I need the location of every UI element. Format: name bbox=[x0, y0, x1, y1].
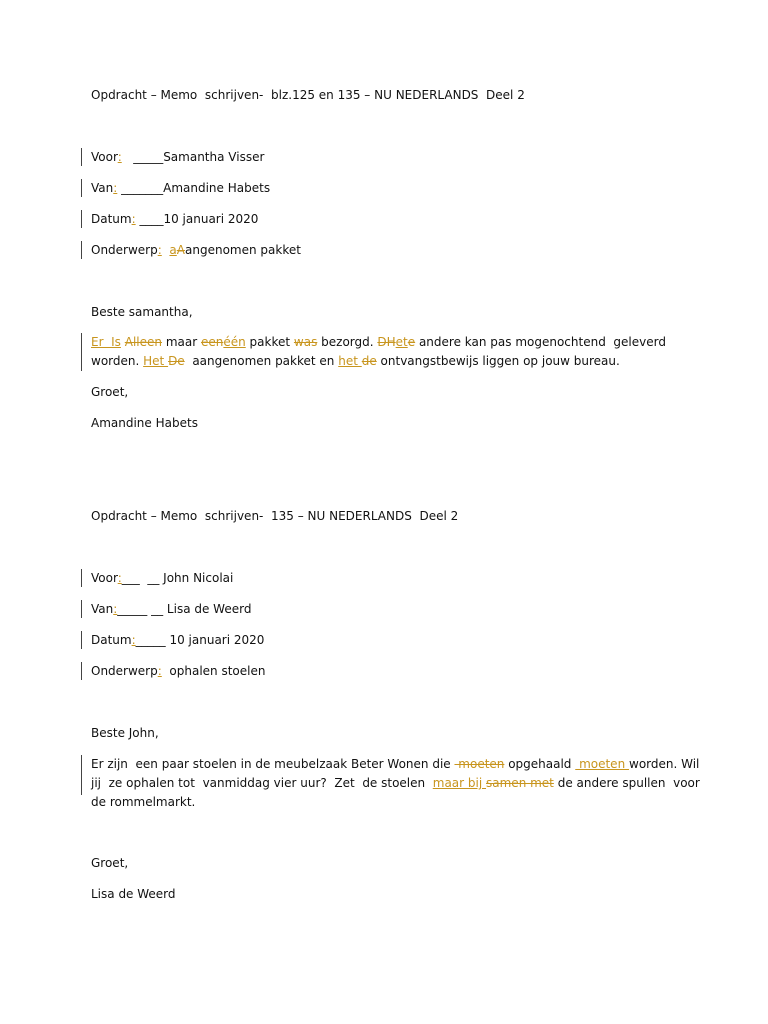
change-bar bbox=[81, 210, 82, 228]
deleted-text: was bbox=[293, 335, 318, 349]
change-bar bbox=[81, 241, 82, 259]
voor-colon: : bbox=[117, 571, 122, 585]
body-text: opgehaald bbox=[504, 757, 576, 771]
onderwerp-value: ophalen stoelen bbox=[161, 664, 266, 678]
voor-label: Voor bbox=[91, 150, 118, 164]
change-bar bbox=[81, 179, 82, 197]
deleted-text: een bbox=[200, 335, 224, 349]
inserted-text: et bbox=[395, 335, 408, 349]
body-text: bezorgd. bbox=[317, 335, 378, 349]
memo2-body bbox=[91, 755, 701, 812]
deleted-text: De bbox=[168, 354, 185, 368]
deleted-text: DH bbox=[377, 335, 396, 349]
change-bar bbox=[81, 569, 82, 587]
body-text: pakket bbox=[245, 335, 294, 349]
change-bar bbox=[81, 662, 82, 680]
deleted-text: Alleen bbox=[124, 335, 163, 349]
datum-value: ____10 januari 2020 bbox=[139, 212, 259, 226]
voor-label: Voor bbox=[91, 571, 118, 585]
memo2-van-line bbox=[91, 602, 251, 616]
body-text: Er zijn een paar stoelen in de meubelzaak Beter Wonen die bbox=[91, 757, 455, 771]
body-text: aangenomen pakket en bbox=[184, 354, 339, 368]
memo1-closing: Groet, bbox=[91, 385, 129, 399]
inserted-text: Het bbox=[143, 354, 169, 368]
memo1-onderwerp-line bbox=[91, 243, 301, 257]
onderwerp-label: Onderwerp bbox=[91, 664, 158, 678]
body-text: maar bbox=[162, 335, 201, 349]
memo2-signature: Lisa de Weerd bbox=[91, 887, 176, 901]
change-bar bbox=[81, 755, 82, 795]
inserted-text: a bbox=[169, 243, 177, 257]
deleted-text: samen met bbox=[486, 776, 554, 790]
memo1-voor-line bbox=[91, 150, 264, 164]
body-text: de andere spullen voor bbox=[553, 776, 700, 790]
memo1-datum-line bbox=[91, 212, 258, 226]
memo2-title: Opdracht – Memo schrijven- 135 – NU NEDERLANDS Deel 2 bbox=[91, 509, 459, 523]
inserted-text: één bbox=[223, 335, 246, 349]
change-bar bbox=[81, 148, 82, 166]
van-value: _______Amandine Habets bbox=[121, 181, 271, 195]
inserted-text: Er Is bbox=[91, 335, 121, 349]
inserted-text: maar bij bbox=[432, 776, 487, 790]
memo2-voor-line bbox=[91, 571, 233, 585]
memo1-title: Opdracht – Memo schrijven- blz.125 en 135 – NU NEDERLANDS Deel 2 bbox=[91, 88, 525, 102]
van-label: Van bbox=[91, 181, 114, 195]
deleted-text: moeten bbox=[454, 757, 505, 771]
body-text: andere kan pas mogenochtend geleverd bbox=[415, 335, 666, 349]
memo2-onderwerp-line bbox=[91, 664, 265, 678]
datum-label: Datum bbox=[91, 212, 132, 226]
memo2-closing: Groet, bbox=[91, 856, 129, 870]
datum-value: _____ 10 januari 2020 bbox=[135, 633, 265, 647]
deleted-text: e bbox=[407, 335, 416, 349]
voor-colon: : bbox=[117, 150, 122, 164]
body-text: de rommelmarkt. bbox=[91, 795, 196, 809]
memo2-salutation: Beste John, bbox=[91, 726, 159, 740]
memo1-salutation: Beste samantha, bbox=[91, 305, 193, 319]
van-colon: : bbox=[113, 181, 118, 195]
memo1-van-line bbox=[91, 181, 270, 195]
van-value: _____ __ Lisa de Weerd bbox=[117, 602, 252, 616]
memo1-signature: Amandine Habets bbox=[91, 416, 198, 430]
datum-label: Datum bbox=[91, 633, 132, 647]
inserted-text: moeten bbox=[575, 757, 629, 771]
body-text: ontvangstbewijs liggen op jouw bureau. bbox=[376, 354, 620, 368]
onderwerp-colon: : bbox=[157, 243, 162, 257]
inserted-text: het bbox=[338, 354, 362, 368]
change-bar bbox=[81, 600, 82, 618]
voor-value: _____Samantha Visser bbox=[133, 150, 265, 164]
deleted-text: A bbox=[176, 243, 185, 257]
van-colon: : bbox=[113, 602, 118, 616]
change-bar bbox=[81, 333, 82, 371]
body-text: jij ze ophalen tot vanmiddag vier uur? Zet de stoelen bbox=[91, 776, 433, 790]
body-text: worden. bbox=[91, 354, 144, 368]
memo2-datum-line bbox=[91, 633, 264, 647]
onderwerp-value: angenomen pakket bbox=[185, 243, 301, 257]
datum-colon: : bbox=[131, 633, 136, 647]
body-text: worden. Wil bbox=[629, 757, 700, 771]
onderwerp-label: Onderwerp bbox=[91, 243, 158, 257]
memo1-body bbox=[91, 333, 691, 371]
datum-colon: : bbox=[131, 212, 136, 226]
van-label: Van bbox=[91, 602, 114, 616]
deleted-text: de bbox=[361, 354, 377, 368]
voor-value: ___ __ John Nicolai bbox=[121, 571, 234, 585]
onderwerp-colon: : bbox=[157, 664, 162, 678]
change-bar bbox=[81, 631, 82, 649]
